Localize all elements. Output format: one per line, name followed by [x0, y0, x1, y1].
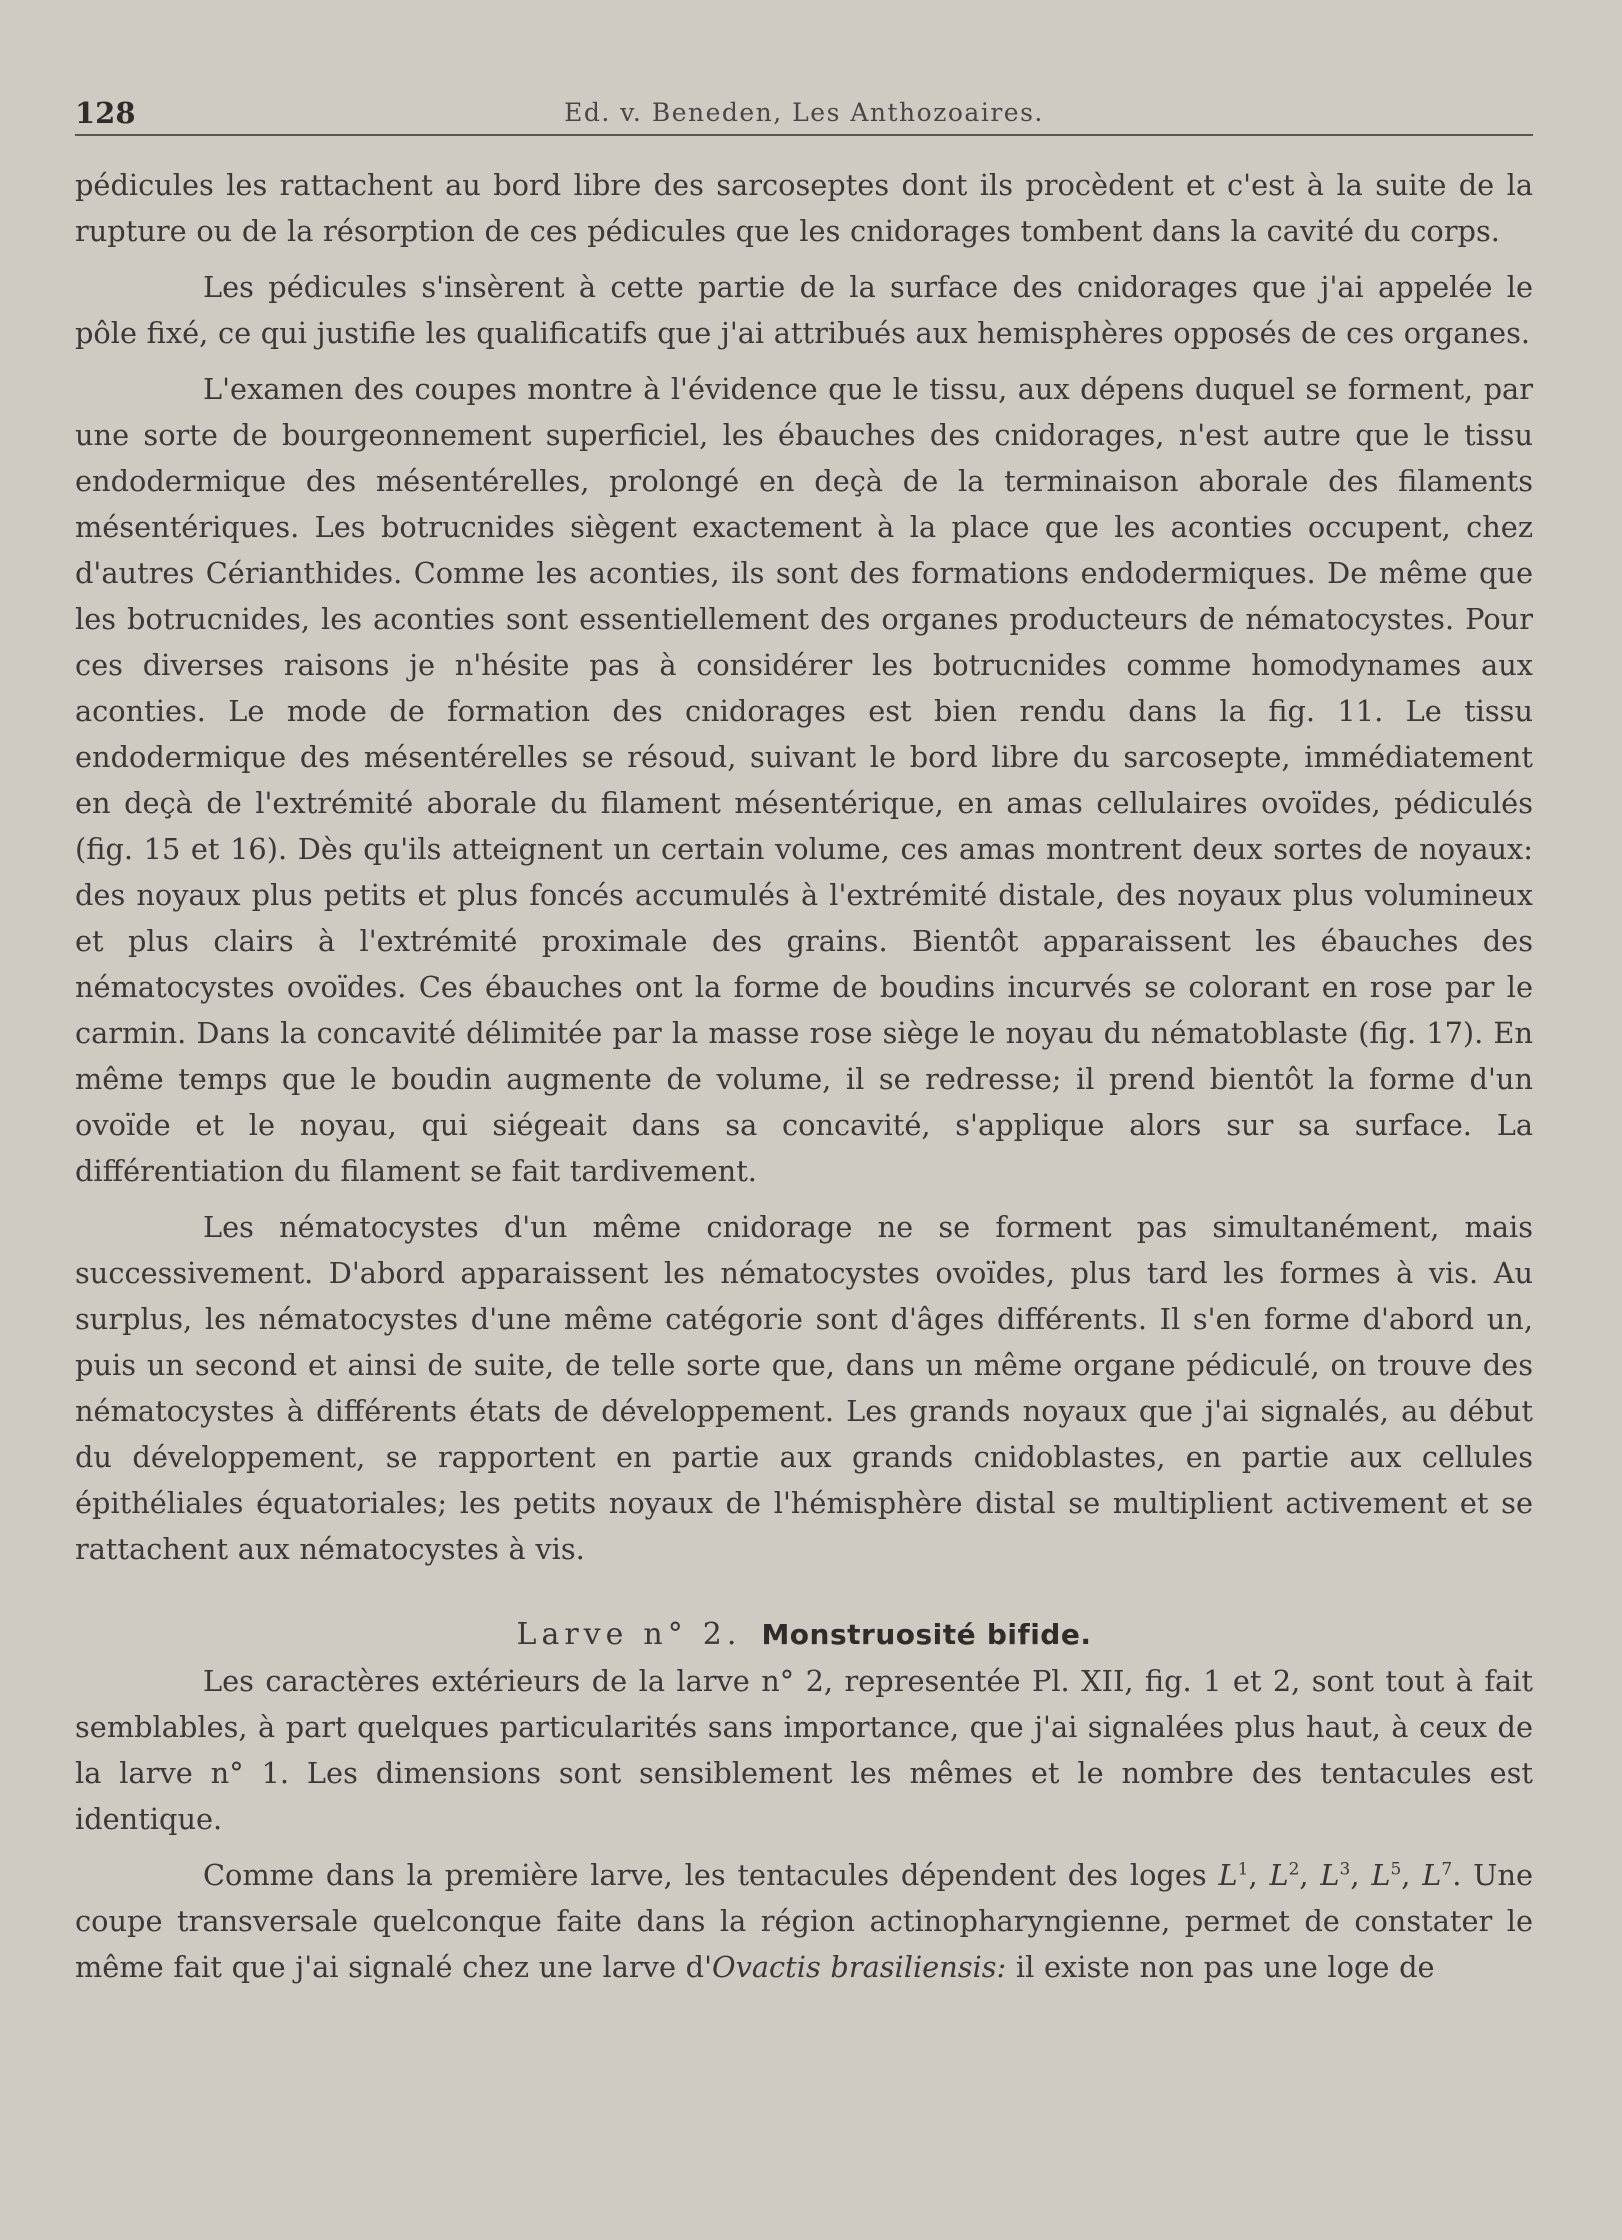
- running-head: Ed. v. Beneden, Les Anthozoaires.: [564, 98, 1044, 127]
- loge-label: L: [1269, 1858, 1289, 1892]
- loge-number: 5: [1390, 1859, 1402, 1880]
- text-run: il existe non pas une loge de: [1006, 1950, 1435, 1984]
- section-title: Monstruosité bifide.: [761, 1618, 1092, 1651]
- loge-label: L: [1422, 1858, 1442, 1892]
- paragraph-continued: pédicules les rattachent au bord libre des sarcoseptes dont ils procèdent et c'est à la suite de la rupture ou de la résorption de ces pédicules que les cnidorages tombent dans la cavité du corps.: [75, 168, 1533, 248]
- loge-number: 2: [1288, 1859, 1300, 1880]
- body-text: [75, 162, 1533, 1990]
- page-number: 128: [75, 96, 136, 130]
- loge-label: L: [1371, 1858, 1391, 1892]
- section-heading: [75, 1612, 1533, 1658]
- paragraph: Les nématocystes d'un même cnidorage ne se forment pas simultanément, mais successivement. D'abord apparaissent les nématocystes ovoïdes, plus tard les formes à vis. Au surplus, les nématocystes d'une même catégorie sont d'âges différents. Il s'en forme d'abord un, puis un second et ainsi de suite, de telle sorte que, dans un même organe pédiculé, on trouve des nématocystes à différents états de développement. Les grands noyaux que j'ai signalés, au début du développement, se rapportent en partie aux grands cnidoblastes, en partie aux cellules épithéliales équatoriales; les petits noyaux de l'hémisphère distal se multiplient activement et se rattachent aux nématocystes à vis.: [75, 1210, 1533, 1566]
- text-run: Une coupe transversale quelconque faite dans la région actinopharyngienne, permet de constater le même fait que j'ai signalé chez une larve d': [75, 1858, 1534, 1984]
- paragraph: Les pédicules s'insèrent à cette partie de la surface des cnidorages que j'ai appelée le pôle fixé, ce qui justifie les qualificatifs que j'ai attribués aux hemisphères opposés de ces organes.: [75, 270, 1533, 350]
- loge-number: 7: [1441, 1859, 1453, 1880]
- paragraph: Comme dans la première larve, les tentacules dépendent des loges $L^1$, $L^2$, $L^3$, $L^5$, $L^7$. Une coupe transversale quelconque faite dans la région actinopharyngienne, permet de constater le même fait que j'ai signalé chez une larve d'Ovactis brasiliensis: il existe non pas une loge de: [75, 1858, 1534, 1984]
- page-header: [75, 94, 1533, 136]
- loge-number: 3: [1339, 1859, 1351, 1880]
- species-name: Ovactis brasiliensis:: [712, 1950, 1007, 1984]
- loge-label: L: [1320, 1858, 1340, 1892]
- paragraph: Les caractères extérieurs de la larve n° 2, representée Pl. XII, fig. 1 et 2, sont tout à fait semblables, à part quelques particularités sans importance, que j'ai signalées plus haut, à ceux de la larve n° 1. Les dimensions sont sensiblement les mêmes et le nombre des tentacules est identique.: [75, 1664, 1533, 1836]
- loge-number: 1: [1237, 1859, 1249, 1880]
- paragraph: L'examen des coupes montre à l'évidence que le tissu, aux dépens duquel se forment, par une sorte de bourgeonnement superficiel, les ébauches des cnidorages, n'est autre que le tissu endodermique des mésentérelles, prolongé en deçà de la terminaison aborale des filaments mésentériques. Les botrucnides siègent exactement à la place que les aconties occupent, chez d'autres Cérianthides. Comme les aconties, ils sont des formations endodermiques. De même que les botrucnides, les aconties sont essentiellement des organes producteurs de nématocystes. Pour ces diverses raisons je n'hésite pas à considérer les botrucnides comme homodynames aux aconties. Le mode de formation des cnidorages est bien rendu dans la fig. 11. Le tissu endodermique des mésentérelles se résoud, suivant le bord libre du sarcosepte, immédiatement en deçà de l'extrémité aborale du filament mésentérique, en amas cellulaires ovoïdes, pédiculés (fig. 15 et 16). Dès qu'ils atteignent un certain volume, ces amas montrent deux sortes de noyaux: des noyaux plus petits et plus foncés accumulés à l'extrémité distale, des noyaux plus volumineux et plus clairs à l'extrémité proximale des grains. Bientôt apparaissent les ébauches des nématocystes ovoïdes. Ces ébauches ont la forme de boudins incurvés se colorant en rose par le carmin. Dans la concavité délimitée par la masse rose siège le noyau du nématoblaste (fig. 17). En même temps que le boudin augmente de volume, il se redresse; il prend bientôt la forme d'un ovoïde et le noyau, qui siégeait dans sa concavité, s'applique alors sur sa surface. La différentiation du filament se fait tardivement.: [75, 372, 1533, 1188]
- text-run: Comme dans la première larve, les tentacules dépendent des loges: [203, 1858, 1219, 1892]
- section-label: Larve n° 2.: [516, 1617, 742, 1652]
- loge-label: L: [1218, 1858, 1238, 1892]
